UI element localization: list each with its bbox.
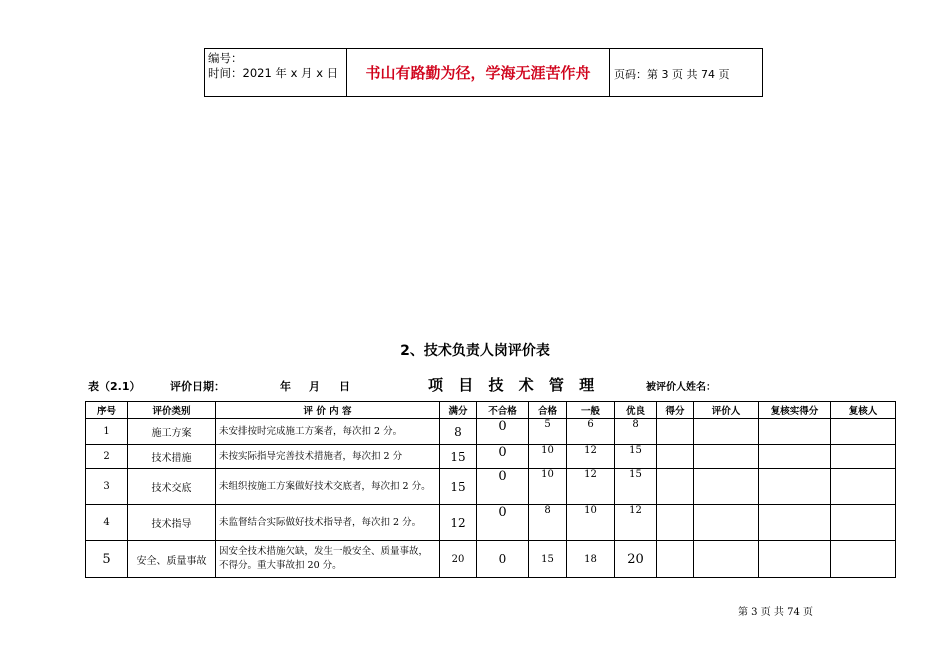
evaluatee-label: 被评价人姓名： bbox=[646, 382, 716, 393]
header-good: 优良 bbox=[615, 402, 657, 419]
evaluation-table bbox=[85, 401, 896, 578]
cell-reviewer[interactable] bbox=[831, 419, 896, 445]
cell-pass: 10 bbox=[529, 445, 567, 469]
time-label: 时间：2021 年 x 月 x 日 bbox=[208, 66, 339, 80]
cell-no: 1 bbox=[86, 419, 128, 445]
cell-no: 3 bbox=[86, 469, 128, 505]
table-row bbox=[86, 505, 896, 541]
cell-general: 12 bbox=[567, 469, 615, 505]
cell-fail: 0 bbox=[477, 419, 529, 445]
table-row bbox=[86, 469, 896, 505]
cell-evaluator[interactable] bbox=[694, 445, 759, 469]
header-divider-2 bbox=[609, 48, 610, 97]
header-bottom-rule bbox=[204, 96, 762, 97]
cell-no: 2 bbox=[86, 445, 128, 469]
cell-good: 8 bbox=[615, 419, 657, 445]
header-pass: 合格 bbox=[529, 402, 567, 419]
cell-review-score[interactable] bbox=[759, 541, 831, 578]
cell-pass: 15 bbox=[529, 541, 567, 578]
header-divider-right bbox=[762, 48, 763, 97]
cell-evaluator[interactable] bbox=[694, 505, 759, 541]
header-content: 评 价 内 容 bbox=[216, 402, 440, 419]
cell-pass: 5 bbox=[529, 419, 567, 445]
cell-content: 未监督结合实际做好技术指导者，每次扣 2 分。 bbox=[216, 505, 440, 541]
cell-good: 20 bbox=[615, 541, 657, 578]
header-page-info: 页码：第 3 页 共 74 页 bbox=[614, 68, 730, 81]
cell-category: 施工方案 bbox=[128, 419, 216, 445]
header-info bbox=[208, 51, 338, 81]
page-footer: 第 3 页 共 74 页 bbox=[738, 607, 813, 618]
cell-general: 10 bbox=[567, 505, 615, 541]
cell-review-score[interactable] bbox=[759, 469, 831, 505]
cell-category: 安全、质量事故 bbox=[128, 541, 216, 578]
cell-content: 未安排按时完成施工方案者，每次扣 2 分。 bbox=[216, 419, 440, 445]
cell-score[interactable] bbox=[657, 419, 694, 445]
cell-review-score[interactable] bbox=[759, 505, 831, 541]
cell-review-score[interactable] bbox=[759, 419, 831, 445]
cell-fail: 0 bbox=[477, 445, 529, 469]
cell-score[interactable] bbox=[657, 445, 694, 469]
header-score: 得分 bbox=[657, 402, 694, 419]
cell-score[interactable] bbox=[657, 505, 694, 541]
cell-general: 6 bbox=[567, 419, 615, 445]
table-row bbox=[86, 445, 896, 469]
cell-full-score: 15 bbox=[440, 445, 477, 469]
header-no: 序号 bbox=[86, 402, 128, 419]
cell-pass: 10 bbox=[529, 469, 567, 505]
eval-date-label: 评价日期： bbox=[170, 380, 225, 393]
cell-pass: 8 bbox=[529, 505, 567, 541]
cell-general: 12 bbox=[567, 445, 615, 469]
document-title: 2、技术负责人岗评价表 bbox=[400, 343, 550, 359]
cell-content: 未按实际指导完善技术措施者，每次扣 2 分 bbox=[216, 445, 440, 469]
table-row bbox=[86, 541, 896, 578]
cell-good: 15 bbox=[615, 445, 657, 469]
cell-full-score: 15 bbox=[440, 469, 477, 505]
cell-fail: 0 bbox=[477, 505, 529, 541]
cell-reviewer[interactable] bbox=[831, 541, 896, 578]
cell-category: 技术措施 bbox=[128, 445, 216, 469]
cell-full-score: 8 bbox=[440, 419, 477, 445]
date-day: 日 bbox=[339, 380, 350, 393]
cell-general: 18 bbox=[567, 541, 615, 578]
cell-no: 5 bbox=[86, 541, 128, 578]
cell-content: 因安全技术措施欠缺，发生一般安全、质量事故，不得分。重大事故扣 20 分。 bbox=[216, 541, 440, 578]
cell-reviewer[interactable] bbox=[831, 469, 896, 505]
cell-content: 未组织按施工方案做好技术交底者，每次扣 2 分。 bbox=[216, 469, 440, 505]
header-general: 一般 bbox=[567, 402, 615, 419]
cell-review-score[interactable] bbox=[759, 445, 831, 469]
cell-good: 15 bbox=[615, 469, 657, 505]
cell-evaluator[interactable] bbox=[694, 419, 759, 445]
cell-evaluator[interactable] bbox=[694, 541, 759, 578]
cell-good: 12 bbox=[615, 505, 657, 541]
table-number: 表（2.1） bbox=[88, 380, 141, 393]
date-year: 年 bbox=[280, 380, 291, 393]
cell-full-score: 20 bbox=[440, 541, 477, 578]
cell-score[interactable] bbox=[657, 469, 694, 505]
header-fail: 不合格 bbox=[477, 402, 529, 419]
cell-score[interactable] bbox=[657, 541, 694, 578]
cell-evaluator[interactable] bbox=[694, 469, 759, 505]
header-reviewer: 复核人 bbox=[831, 402, 896, 419]
date-month: 月 bbox=[309, 380, 320, 393]
cell-category: 技术指导 bbox=[128, 505, 216, 541]
table-header-row bbox=[86, 402, 896, 419]
header-divider-left bbox=[204, 48, 205, 97]
serial-label: 编号： bbox=[208, 51, 243, 65]
header-evaluator: 评价人 bbox=[694, 402, 759, 419]
table-row bbox=[86, 419, 896, 445]
header-review-score: 复核实得分 bbox=[759, 402, 831, 419]
header-category: 评价类别 bbox=[128, 402, 216, 419]
header-full-score: 满分 bbox=[440, 402, 477, 419]
cell-reviewer[interactable] bbox=[831, 505, 896, 541]
cell-fail: 0 bbox=[477, 469, 529, 505]
header-top-rule bbox=[204, 48, 762, 49]
cell-fail: 0 bbox=[477, 541, 529, 578]
cell-category: 技术交底 bbox=[128, 469, 216, 505]
cell-no: 4 bbox=[86, 505, 128, 541]
cell-full-score: 12 bbox=[440, 505, 477, 541]
project-name: 项 目 技 术 管 理 bbox=[428, 376, 600, 394]
cell-reviewer[interactable] bbox=[831, 445, 896, 469]
header-motto: 书山有路勤为径，学海无涯苦作舟 bbox=[365, 64, 591, 82]
